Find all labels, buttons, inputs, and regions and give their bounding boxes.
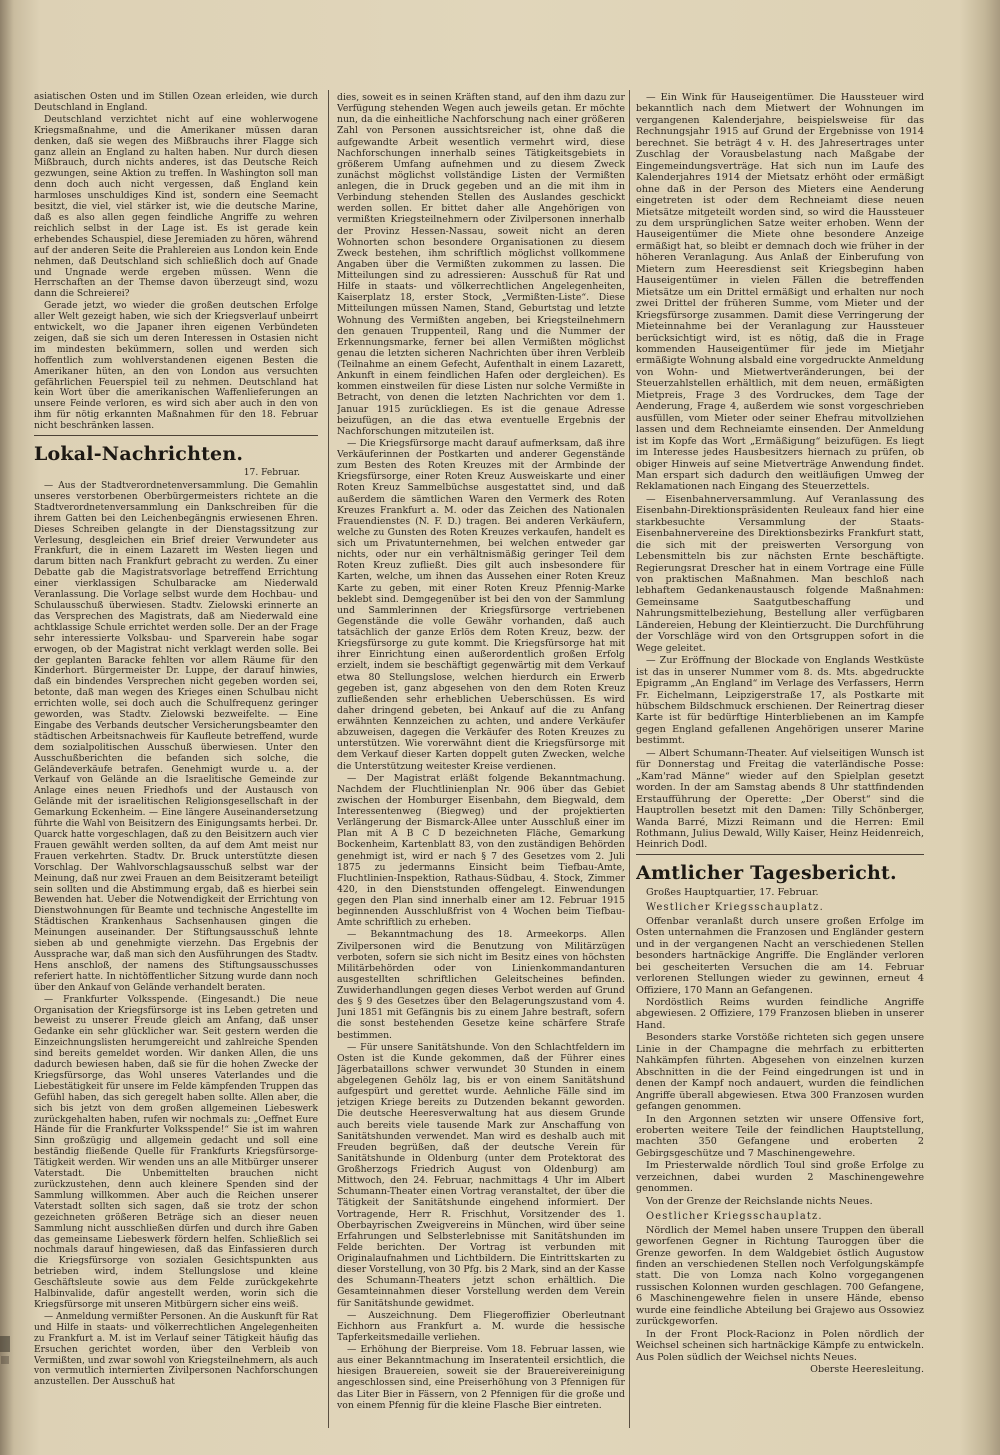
news-item: — Die Kriegsfürsorge macht darauf aufmerksam, daß ihre Verkäuferinnen der Postkarten und anderer Gegenstände zum Besten des Roten Kreuzes mit der Armbinde der Kriegsfürsorge, einer Roten Kreuz Ausweiskarte und einer Roten Kreuz Sammelbüchse ausgestattet sind, und daß außerdem die sämtlichen Waren den Vermerk des Roten Kreuzes Frankfurt a. M. oder das Zeichen des Nationalen Frauendienstes (N. F. D.) tragen. Bei anderen Verkäufern, welche zu Gunsten des Roten Kreuzes verkaufen, handelt es sich um Privatunternehmen, bei welchen entweder gar nichts, oder nur ein verhältnismäßig geringer Teil dem Roten Kreuz zufließt. Dies gilt auch insbesondere für Karten, welche, um ihnen das Aussehen einer Roten Kreuz Karte zu geben, mit einer Roten Kreuz Pfennig-Marke beklebt sind. Demgegenüber ist bei den von der Sammlung und Sammlerinnen der Kriegsfürsorge vertriebenen Gegenstände die volle Gewähr vorhanden, daß auch tatsächlich der ganze Erlös dem Roten Kreuz, bezw. der Kriegsfürsorge zu gute kommt. Die Kriegsfürsorge hat mit ihrer Einrichtung einen außerordentlich großen Erfolg erzielt, indem sie beschäftigt gegenwärtig mit dem Verkauf etwa 80 Stellungslose, welchen hierdurch ein Erwerb gegeben ist, ganz abgesehen von den dem Roten Kreuz zufließenden sehr erheblichen Ueberschüssen. Es wird daher dringend gebeten, bei Ankauf auf die zu Anfang erwähnten Kennzeichen zu achten, und andere Verkäufer abzuweisen, dagegen die Verkäufer des Roten Kreuzes zu unterstützen. Wie vorerwähnt dient die Kriegsfürsorge mit dem Verkauf dieser Karten doppelt guten Zwecken, welche die Unterstützung weitester Kreise verdienen. xyxy=(337,437,625,772)
dateline: 17. Februar. xyxy=(243,468,300,479)
report-paragraph: Offenbar veranlaßt durch unsere großen Erfolge im Osten unternahmen die Franzosen und Engländer gestern und in der vergangenen Nacht an verschiedenen Stellen besonders hartnäckige Angriffe. Die Engländer verloren bei gescheiterten Versuchen die am 14. Februar verlorenen Stellungen wieder zu gewinnen, erneut 4 Offiziere, 170 Mann an Gefangenen. xyxy=(636,915,924,996)
binding-mark xyxy=(0,1336,10,1352)
section-divider xyxy=(34,435,318,436)
report-paragraph: In den Argonnen setzten wir unsere Offensive fort, eroberten weitere Teile der feindlichen Hauptstellung, machten 350 Gefangene und eroberten 2 Gebirgsgeschütze und 7 Maschinengewehre. xyxy=(636,1113,924,1159)
column-middle xyxy=(337,92,625,1422)
news-item: — Bekanntmachung des 18. Armeekorps. Allen Zivilpersonen wird die Benutzung von Militärzügen verboten, sofern sie sich nicht im Besitz eines von höchsten Militärbehörden oder von Linienkommandanturen ausgestellten schriftlichen Geleitscheines befinden. Zuwiderhandlungen gegen dieses Verbot werden auf Grund des § 9 des Gesetzes über den Belagerungszustand vom 4. Juni 1851 mit Gefängnis bis zu einem Jahre bestraft, sofern die sonst bestehenden Gesetze keine schärfere Strafe bestimmen. xyxy=(337,929,625,1041)
news-item: — Erhöhung der Bierpreise. Vom 18. Februar lassen, wie aus einer Bekanntmachung im Inseratenteil ersichtlich, die hiesigen Brauereien, soweit sie der Brauereivereinigung angeschlossen sind, eine Preiserhöhung von 3 Pfennigen für das Liter Bier in Fässern, von 2 Pfennigen für die große und von einem Pfennig für die kleine Flasche Bier eintreten. xyxy=(337,1344,625,1411)
news-item: — Für unsere Sanitätshunde. Von den Schlachtfeldern im Osten ist die Kunde gekommen, daß der Führer eines Jägerbataillons schwer verwundet 30 Stunden in einem abgelegenen Gehölz lag, bis er von einem Sanitätshund aufgespürt und gerettet wurde. Aehnliche Fälle sind im jetzigen Kriege bereits zu Dutzenden bekannt geworden. Die deutsche Heeresverwaltung hat aus diesem Grunde auch bereits viele tausende Mark zur Anschaffung von Sanitätshunden verwendet. Man wird es deshalb auch mit Freuden begrüßen, daß der deutsche Verein für Sanitätshunde in Oldenburg (unter dem Protektorat des Großherzogs Friedrich August von Oldenburg) am Mittwoch, den 24. Februar, nachmittags 4 Uhr im Albert Schumann-Theater einen Vortrag veranstaltet, der über die Tätigkeit der Sanitätshunde eingehend informiert. Der Vortragende, Herr R. Frischhut, Vorsitzender des 1. Oberbayrischen Zweigvereins in München, wird über seine Erfahrungen und Selbsterlebnisse mit Sanitätshunden im Felde berichten. Der Vortrag ist verbunden mit Originalaufnahmen und Lichtbildern. Die Eintrittskarten zu dieser Vorstellung, von 30 Pfg. bis 2 Mark, sind an der Kasse des Schumann-Theaters jetzt schon erhältlich. Die Gesamteinnahmen dieser Vorstellung werden dem Verein für Sanitätshunde gewidmet. xyxy=(337,1041,625,1309)
news-item: — Frankfurter Volksspende. (Eingesandt.) Die neue Organisation der Kriegsfürsorge ist ins Leben getreten und beweist zu unserer Freude gleich am Anfang, daß unser Gedanke ein sehr glücklicher war. Seit gestern werden die Einzeichnungslisten herumgereicht und zahlreiche Spenden sind bereits gemeldet worden. Wir danken Allen, die uns dadurch bewiesen haben, daß sie für die hohen Zwecke der Kriegsfürsorge, das Wohl unseres Vaterlandes und die Liebestätigkeit für unsere im Felde kämpfenden Truppen das Gefühl haben, das sich geregelt haben sollte. Allen aber, die sich bis jetzt von dem großen allgemeinen Liebeswerk zurückgehalten haben, rufen wir nochmals zu: „Oeffnet Eure Hände für die Frankfurter Volksspende!“ Sie ist im wahren Sinn großzügig und allgemein gedacht und soll eine beständig fließende Quelle für Frankfurts Kriegsfürsorge-Tätigkeit werden. Wir wenden uns an alle Mitbürger unserer Vaterstadt. Die Unbemittelten brauchen nicht zurückzustehen, denn auch kleinere Spenden sind der Sammlung willkommen. Aber auch die Reichen unserer Vaterstadt sollten sich sagen, daß sie trotz der schon gezeichneten größeren Beträge sich an dieser neuen Sammlung nicht ausschließen dürfen und durch ihre Gaben das gemeinsame Liebeswerk fördern helfen. Schließlich sei nochmals darauf hingewiesen, daß das Einfassieren durch die Kriegsfürsorge von sozialen Gesichtspunkten aus betrieben wird, indem Stellungslose und kleine Geschäftsleute sowie aus dem Felde zurückgekehrte Halbinvalide, dafür angestellt werden, worin sich die Kriegsfürsorge mit unseren Mitbürgern sicher eins weiß. xyxy=(34,994,318,1310)
report-paragraph: Nördlich der Memel haben unsere Truppen den überall geworfenen Gegner in Richtung Tauroggen über die Grenze geworfen. In dem Waldgebiet östlich Augustow finden an verschiedenen Stellen noch Verfolgungskämpfe statt. Die von Lomza nach Kolno vorgegangenen russischen Kolonnen wurden geschlagen. 700 Gefangene, 6 Maschinengewehre fielen in unsere Hände, ebenso wurde eine feindliche Abteilung bei Grajewo aus Ossowiez zurückgeworfen. xyxy=(636,1224,924,1328)
news-item: — Der Magistrat erläßt folgende Bekanntmachung. Nachdem der Fluchtlinienplan Nr. 906 über das Gebiet zwischen der Homburger Eisenbahn, dem Biegwald, dem Interessentenweg (Biegweg) und der projektierten Verlängerung der Bismarck-Allee unter Ausschluß einer im Plan mit A B C D bezeichneten Fläche, Gemarkung Bockenheim, Kartenblatt 83, von den zuständigen Behörden genehmigt ist, wird er nach § 7 des Gesetzes vom 2. Juli 1875 zu jedermanns Einsicht beim Tiefbau-Amte, Fluchtlinien-Inspektion, Rathaus-Südbau, 4. Stock, Zimmer 420, in den Dienststunden offengelegt. Einwendungen gegen den Plan sind innerhalb einer am 12. Februar 1915 beginnenden Ausschlußfrist von 4 Wochen beim Tiefbau-Amte schriftlich zu erheben. xyxy=(337,772,625,929)
article-paragraph: asiatischen Osten und im Stillen Ozean erleiden, wie durch Deutschland in England. xyxy=(34,92,318,113)
report-paragraph: Nordöstlich Reims wurden feindliche Angriffe abgewiesen. 2 Offiziere, 179 Franzosen blieben in unserer Hand. xyxy=(636,996,924,1031)
column-right xyxy=(636,92,924,1422)
report-lead: Großes Hauptquartier, 17. Februar. xyxy=(646,886,819,898)
news-item: — Zur Eröffnung der Blockade von Englands Westküste ist das in unserer Nummer vom 8. ds. Mts. abgedruckte Epigramm „An England“ im Verlage des Verfassers, Herrn Fr. Eichelmann, Leipzigerstraße 17, als Postkarte mit hübschem Bildschmuck erschienen. Der Reinertrag dieser Karte ist für bedürftige Hinterbliebenen an im Kampfe gegen England gefallenen Angehörigen unserer Marine bestimmt. xyxy=(636,655,924,747)
column-left xyxy=(34,92,318,1422)
news-item: — Aus der Stadtverordnetenversammlung. Die Gemahlin unseres verstorbenen Oberbürgermeisters richtete an die Stadtverordnetenversammlung ein Dankschreiben für die ihrem Gatten bei den Leichenbegängnis erwiesenen Ehren. Dieses Schreiben gelangte in der Dienstagssitzung zur Verlesung, desgleichen ein Brief dreier Verwundeter aus Frankfurt, die in einem Lazarett im Westen liegen und darum bitten nach Frankfurt gebracht zu werden. Zu einer Debatte gab die Magistratsvorlage betreffend Errichtung einer vierklassigen Schulbaracke am Niederwald Veranlassung. Die Vorlage selbst wurde dem Hochbau- und Schulausschuß überwiesen. Stadtv. Zielowski erinnerte an das Versprechen des Magistrats, daß am Niederwald eine achtklassige Schule errichtet werden solle. Der an der Frage sehr interessierte Volksbau- und Sparverein habe sogar erwogen, ob der Magistrat nicht verklagt werden solle. Bei der geplanten Baracke fehlten vor allem Räume für den Kinderhort. Bürgermeister Dr. Luppe, der darauf hinwies, daß ein bindendes Versprechen nicht gegeben worden sei, betonte, daß man wegen des Krieges einen Schulbau nicht errichten wolle, sei doch auch die Schulfrequenz geringer geworden, was Stadtv. Zielowski bezweifelte. — Eine Eingabe des Verbands deutscher Versicherungsbeamter den städtischen Arbeitsnachweis für Kaufleute betreffend, wurde dem sozialpolitischen Ausschuß überwiesen. Unter den Ausschußberichten die befanden sich solche, die Geländeverkäufe betrafen. Genehmigt wurde u. a. der Verkauf von Gelände an die Israelitische Gemeinde zur Anlage eines neuen Friedhofs und der Austausch von Gelände mit der israelitischen Religionsgesellschaft in der Gemarkung Eckenheim. — Eine längere Auseinandersetzung führte die Wahl von Beisitzern des Einigungsamts herbei. Dr. Quarck hatte vorgeschlagen, daß zu den Beisitzern auch vier Frauen gewählt werden sollten, da auf dem Amt meist nur Frauen verkehrten. Stadtv. Dr. Bruck unterstützte diesen Vorschlag. Der Wahlvorschlagsausschuß selbst war der Meinung, daß nur zwei Frauen an dem Beisitzeramt beteiligt sein sollten und die Abstimmung ergab, daß es hierbei sein Bewenden hat. Ueber die Notwendigkeit der Errichtung von Dienstwohnungen für Beamte und technische Angestellte im Städtischen Krankenhaus Sachsenhausen gingen die Meinungen auseinander. Der Stiftungsausschuß lehnte sieben ab und genehmigte vierzehn. Das Ergebnis der Aussprache war, daß man sich den Ausführungen des Stadtv. Hens anschloß, der namens des Stiftungsausschusses referiert hatte. In nichtöffentlicher Sitzung wurde dann noch über den Ankauf von Gelände verhandelt beraten. xyxy=(34,481,318,993)
article-paragraph: Gerade jetzt, wo wieder die großen deutschen Erfolge aller Welt gezeigt haben, wie sich der Kriegsverlauf unbeirrt entwickelt, wo die Japaner ihren eigenen Verbündeten zeigen, daß sie sich um deren Interessen in Ostasien nicht im mindesten bekümmern, sollen und werden sich hoffentlich zum wohlverstandenen eigenen Besten die Amerikaner hüten, an den von London aus versuchten gefährlichen Feuerspiel teil zu nehmen. Deutschland hat kein Wort über die amerikanischen Waffenlieferungen an unsere Feinde verloren, es wird sich aber auch in den von ihm für nötig erkannten Maßnahmen für den 18. Februar nicht beschränken lassen. xyxy=(34,301,318,432)
column-divider xyxy=(629,90,630,1428)
section-divider xyxy=(636,854,924,855)
report-paragraph: Besonders starke Vorstöße richteten sich gegen unsere Linie in der Champagne die mehrfach zu erbitterten Nahkämpfen führten. Abgesehen von einzelnen kurzen Abschnitten in die der Feind eingedrungen ist und in denen der Kampf noch andauert, wurden die feindlichen Angriffe überall abgewiesen. Etwa 300 Franzosen wurden gefangen genommen. xyxy=(636,1032,924,1113)
news-item: — Eisenbahnerversammlung. Auf Veranlassung des Eisenbahn-Direktionspräsidenten Reuleaux fand hier eine starkbesuchte Versammlung der Staats-Eisenbahnervereine des Direktionsbezirks Frankfurt statt, die sich mit der preiswerten Versorgung von Lebensmitteln bis zur nächsten Ernte beschäftigte. Regierungsrat Drescher hat in einem Vortrage eine Fülle von praktischen Maßnahmen. Man beschloß nach lebhaftem Gedankenaustausch folgende Maßnahmen: Gemeinsame Saatgutbeschaffung und Nahrungsmittelbeziehung, Bestellung aller verfügbaren Ländereien, Hebung der Kleintierzucht. Die Durchführung der Vorschläge wird von den Ortsgruppen sofort in die Wege geleitet. xyxy=(636,493,924,654)
report-paragraph: In der Front Plock-Racionz in Polen nördlich der Weichsel scheinen sich hartnäckige Kämpfe zu entwickeln. Aus Polen südlich der Weichsel nichts Neues. xyxy=(636,1328,924,1363)
column-divider xyxy=(328,90,329,1428)
section-headline-report: Amtlicher Tagesbericht. xyxy=(636,861,897,884)
article-paragraph: Deutschland verzichtet nicht auf eine wohlerwogene Kriegsmaßnahme, und die Amerikaner müssen daran denken, daß sie wegen des Mißbrauchs ihrer Flagge sich ganz allein an England zu halten haben. Nur durch diesen Mißbrauch, durch nichts anderes, ist das Deutsche Reich gezwungen, seine Aktion zu treffen. In Washington soll man denn doch auch nicht vergessen, daß England kein harmloses unschuldiges Kind ist, sondern eine Seemacht besitzt, die viel, viel stärker ist, wie die deutsche Marine, daß es also allen gegen feindliche Angriffe zu wehren reichlich selbst in der Lage ist. Es ist gerade kein erhebendes Schauspiel, diese Jeremiaden zu hören, während auf der anderen Seite die Prahlereien aus London kein Ende nehmen, daß Deutschland sich schließlich doch auf Gnade und Ungnade werde ergeben müssen. Wenn die Herrschaften an der Themse davon überzeugt sind, wozu dann die Schreierei? xyxy=(34,114,318,300)
subhead-west: Westlicher Kriegsschauplatz. xyxy=(646,902,824,914)
news-item: — Auszeichnung. Dem Fliegeroffizier Oberleutnant Eichhorn aus Frankfurt a. M. wurde die hessische Tapferkeitsmedaille verliehen. xyxy=(337,1309,625,1343)
news-item: dies, soweit es in seinen Kräften stand, auf den ihm dazu zur Verfügung stehenden Wegen auch jeweils getan. Er möchte nun, da die einheitliche Nachforschung nach einer größeren Zahl von Personen aussichtsreicher ist, ohne daß die aufgewandte Arbeit wesentlich vermehrt wird, diese Nachforschungen innerhalb seines Tätigkeitsgebiets in größerem Umfang aufnehmen und zu diesem Zweck zunächst möglichst vollständige Listen der Vermißten anlegen, die in Druck gegeben und an die mit ihm in Verbindung stehenden Stellen des Auslandes geschickt werden sollen. Er bittet daher alle Angehörigen von vermißten Kriegsteilnehmern oder Zivilpersonen innerhalb der Provinz Hessen-Nassau, soweit nicht an deren Wohnorten schon besondere Organisationen zu diesem Zweck bestehen, ihm schriftlich möglichst vollkommene Angaben über die Vermißten zukommen zu lassen. Die Mitteilungen sind zu adressieren: Ausschuß für Rat und Hilfe in staats- und völkerrechtlichen Angelegenheiten, Kaiserplatz 18, erster Stock, „Vermißten-Liste“. Diese Mitteilungen müssen Namen, Stand, Geburtstag und letzte Wohnung des Vermißten angeben, bei Kriegsteilnehmern den genauen Truppenteil, Rang und die Nummer der Erkennungsmarke, ferner bei allen Vermißten möglichst genau die letzten sicheren Nachrichten über ihren Verbleib (Teilnahme an einem Gefecht, Aufenthalt in einem Lazarett, Ankunft in einem feindlichen Hafen oder dergleichen). Es kommen einstweilen für diese Listen nur solche Vermißte in Betracht, von denen die letzten Nachrichten vor dem 1. Januar 1915 zurückliegen. Es ist die genaue Adresse beizufügen, an die das etwa eventuelle Ergebnis der Nachforschungen mitzuteilen ist. xyxy=(337,92,625,437)
report-paragraph: Im Priesterwalde nördlich Toul sind große Erfolge zu verzeichnen, dabei wurden 2 Maschinengewehre genommen. xyxy=(636,1160,924,1195)
section-headline-local: Lokal-Nachrichten. xyxy=(34,443,244,466)
news-item: — Albert Schumann-Theater. Auf vielseitigen Wunsch ist für Donnerstag und Freitag die vaterländische Posse: „Kam'rad Männe“ wieder auf den Spielplan gesetzt worden. In der am Samstag abends 8 Uhr stattfindenden Erstaufführung der Operette: „Der Oberst“ sind die Hauptrollen besetzt mit den Damen: Tilly Schönberger, Wanda Barré, Mizzi Reimann und die Herren: Emil Rothmann, Julius Dewald, Willy Kaiser, Heinz Heidenreich, Heinrich Dodl. xyxy=(636,747,924,851)
subhead-east: Oestlicher Kriegsschauplatz. xyxy=(646,1211,823,1223)
report-paragraph: Von der Grenze der Reichslande nichts Neues. xyxy=(646,1195,873,1207)
report-signature: Oberste Heeresleitung. xyxy=(810,1364,924,1376)
news-item: — Ein Wink für Hauseigentümer. Die Haussteuer wird bekanntlich nach dem Mietwert der Wohnungen im vergangenen Kalenderjahre, beispielsweise für das Rechnungsjahr 1915 auf Grund der Ergebnisse von 1914 berechnet. Sie beträgt 4 v. H. des Jahresertrages unter Zuschlag der Vorausbelastung nach Maßgabe der Eingemeindungsverträge. Hat sich nun im Laufe des Kalenderjahres 1914 der Mietsatz erhöht oder ermäßigt ohne daß in der Person des Mieters eine Aenderung eingetreten ist oder dem Rechneiamt diese neuen Mietsätze mitgeteilt worden sind, so wird die Haussteuer zu dem ursprünglichen Satze weiter erhoben. Wenn der Hauseigentümer die Miete ohne besondere Anzeige ermäßigt hat, so bleibt er demnach doch wie früher in der höheren Veranlagung. Aus Anlaß der Einberufung von Mietern zum Heeresdienst seit Kriegsbeginn haben Hauseigentümer in vielen Fällen die betreffenden Mietsätze um ein Drittel ermäßigt und erhalten nur noch zwei Drittel der früheren Summe, vom Mieter und der Kriegsfürsorge zusammen. Damit diese Verringerung der Mieteinnahme bei der Veranlagung zur Haussteuer berücksichtigt wird, ist es nötig, daß die in Frage kommenden Hauseigentümer für jede im Mietjahr ermäßigte Wohnung alsbald eine vorgedruckte Anmeldung von Wohn- und Mietwertveränderungen, bei der Steuerzahlstellen erhältlich, mit dem neuen, ermäßigten Mietpreis, Frage 3 des Vordruckes, dem Tage der Aenderung, Frage 4, außerdem wie sonst vorgeschrieben ausfüllen, vom Mieter oder seiner Ehefrau mitvollziehen lassen und dem Rechneiamte einsenden. Der Anmeldung ist im Kopfe das Wort „Ermäßigung“ beizufügen. Es liegt im Interesse jedes Hausbesitzers hiernach zu prüfen, ob obiger Hinweis auf seine Mietverträge Anwendung findet. Man erspart sich dadurch den weitläufigen Umweg der Reklamationen nach Eingang des Steuerzettels. xyxy=(636,92,924,493)
binding-mark xyxy=(1,1356,9,1364)
news-item: — Anmeldung vermißter Personen. An die Auskunft für Rat und Hilfe in staats- und völkerrechtlichen Angelegenheiten zu Frankfurt a. M. ist im Verlauf seiner Tätigkeit häufig das Ersuchen gerichtet worden, über den Verbleib von Vermißten, und zwar sowohl von Kriegsteilnehmern, als auch von vermutlich internierten Zivilpersonen Nachforschungen anzustellen. Der Ausschuß hat xyxy=(34,1311,318,1388)
